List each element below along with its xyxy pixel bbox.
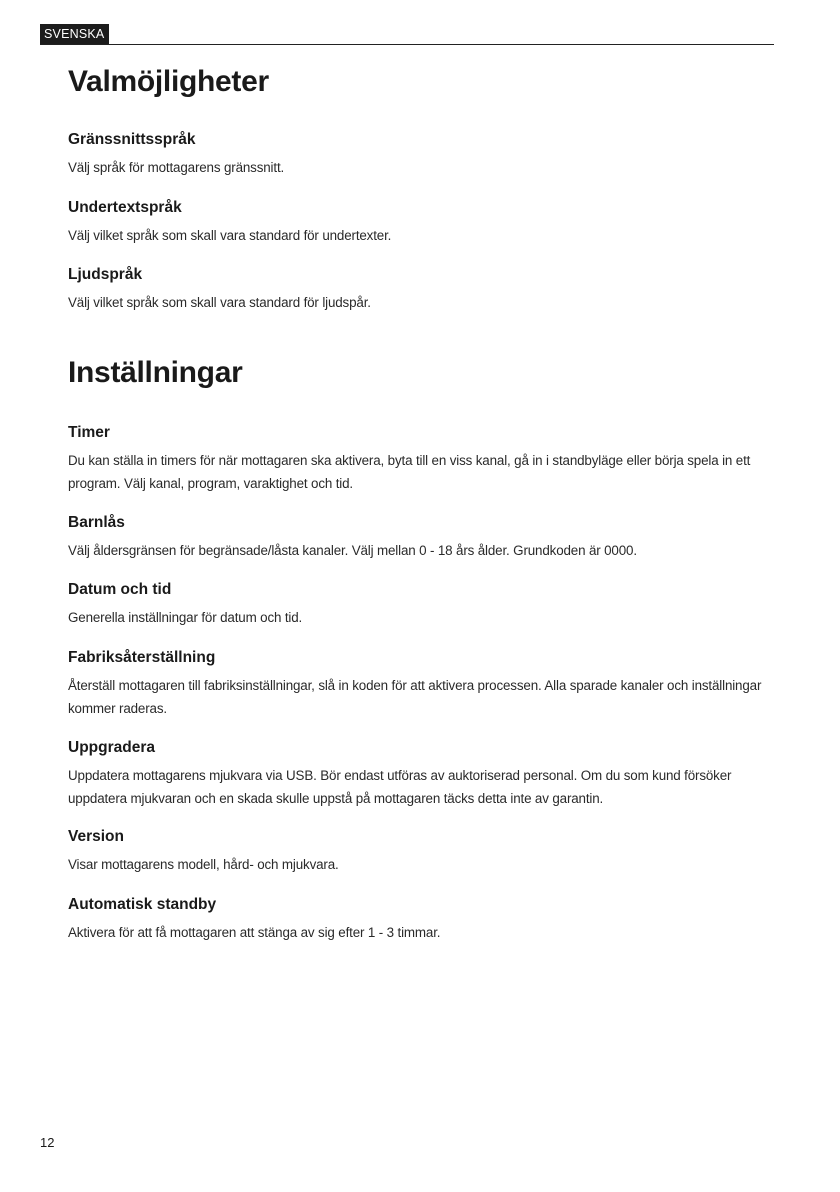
item-description: Du kan ställa in timers för när mottagaren ska aktivera, byta till en viss kanal, gå in i standbyläge eller börja spela in ett program. Välj kanal, program, varaktighet och tid. [68, 453, 751, 491]
section-title-valmojligheter: Valmöjligheter [68, 65, 269, 98]
item-description: Välj vilket språk som skall vara standard för ljudspår. [68, 295, 371, 310]
item-automatisk-standby [68, 895, 774, 944]
item-title: Datum och tid [68, 581, 172, 598]
section-title-installningar: Inställningar [68, 356, 243, 389]
page-number: 12 [40, 1135, 55, 1150]
item-title: Gränssnittsspråk [68, 131, 196, 148]
item-description: Generella inställningar för datum och tid. [68, 610, 303, 625]
item-granssnittssprak [68, 130, 774, 179]
item-datum-och-tid [68, 580, 774, 629]
item-title: Ljudspråk [68, 266, 143, 283]
item-barnlas [68, 513, 774, 562]
language-header-bar [40, 24, 774, 45]
item-timer [68, 423, 774, 495]
item-description: Välj åldersgränsen för begränsade/låsta kanaler. Välj mellan 0 - 18 års ålder. Grundkoden är 0000. [68, 543, 637, 558]
item-ljudsprak [68, 265, 774, 314]
item-description: Välj vilket språk som skall vara standard för undertexter. [68, 228, 392, 243]
item-description: Aktivera för att få mottagaren att stänga av sig efter 1 - 3 timmar. [68, 925, 441, 940]
item-fabriksaterstallning [68, 648, 774, 720]
item-title: Undertextspråk [68, 199, 182, 216]
item-description: Välj språk för mottagarens gränssnitt. [68, 160, 285, 175]
item-title: Uppgradera [68, 739, 155, 756]
item-title: Fabriksåterställning [68, 649, 216, 666]
item-version [68, 827, 774, 876]
item-title: Timer [68, 424, 110, 441]
item-uppgradera [68, 738, 774, 810]
item-undertextsprak [68, 198, 774, 247]
item-title: Barnlås [68, 514, 125, 531]
item-description: Återställ mottagaren till fabriksinställningar, slå in koden för att aktivera processen. Alla sparade kanaler och inställningar kommer raderas. [68, 678, 762, 716]
item-description: Visar mottagarens modell, hård- och mjukvara. [68, 857, 339, 872]
item-title: Version [68, 828, 124, 845]
language-badge: SVENSKA [40, 24, 109, 44]
item-description: Uppdatera mottagarens mjukvara via USB. Bör endast utföras av auktoriserad personal. Om du som kund försöker uppdatera mjukvaran och en skada skulle uppstå på mottagaren täcks detta inte av garantin. [68, 768, 732, 806]
item-title: Automatisk standby [68, 896, 217, 913]
